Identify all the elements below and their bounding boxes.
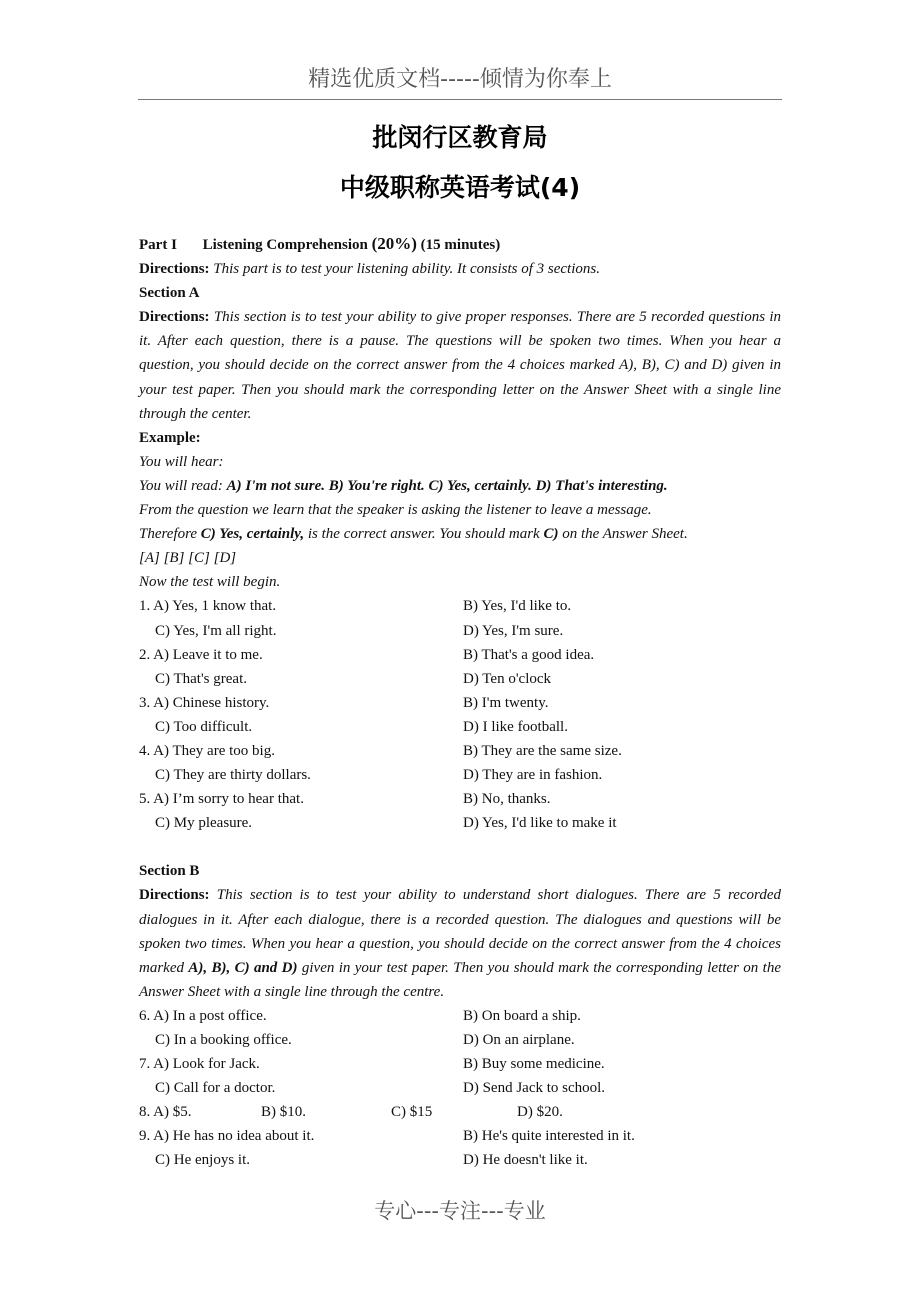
page-header: 精选优质文档-----倾情为你奉上	[138, 62, 782, 100]
you-will-read-prefix: You will read:	[139, 477, 227, 494]
directions-label: Directions:	[139, 309, 210, 326]
option-a: 3. A) Chinese history.	[139, 694, 270, 711]
directions-text: This section is to test your ability to give proper responses. There are 5 recorded questions in it. After each question, there is a pause. The questions will be spoken two times. When you hear a question, you should decide on the correct answer from the 4 choices marked A), B), C) and D) given in your test paper. Then you should mark the corresponding letter on the Answer Sheet with a single line through the center.	[139, 309, 781, 422]
option-b: B) They are the same size.	[463, 742, 622, 759]
option-a: 1. A) Yes, 1 know that.	[139, 598, 277, 615]
you-will-read	[139, 474, 781, 498]
question-3	[139, 691, 781, 739]
option-c: C) In a booking office.	[155, 1032, 292, 1048]
option-b: B) That's a good idea.	[463, 646, 595, 663]
part-time: (15 minutes)	[420, 237, 501, 253]
option-b: B) He's quite interested in it.	[463, 1128, 635, 1145]
section-a-heading: Section A	[139, 285, 200, 302]
part-percent: (20%)	[371, 234, 417, 253]
option-c: C) They are thirty dollars.	[155, 767, 311, 784]
page-footer: 专心---专注---专业	[374, 1199, 546, 1223]
option-b: B) $10.	[261, 1104, 306, 1121]
directions-text-1: This section is to test your ability to understand short dialogues. There are 5 recorded dialogues in it. After each dialogue, there is a recorded question. The dialogues and questions will be spoken two times. When you hear a question, you should decide on the correct answer from the 4 choices marked	[139, 887, 781, 976]
option-b: B) Yes, I'd like to.	[463, 598, 572, 615]
option-b: B) Buy some medicine.	[463, 1056, 605, 1073]
question-9	[139, 1124, 781, 1172]
option-d: D) Send Jack to school.	[463, 1080, 606, 1097]
option-c: C) That's great.	[155, 670, 247, 687]
directions-text: This part is to test your listening ability. It consists of 3 sections.	[213, 261, 600, 278]
question-7	[139, 1052, 781, 1100]
test-begin: Now the test will begin.	[139, 574, 281, 591]
directions-choices: A), B), C) and D)	[188, 959, 298, 976]
example-answer	[139, 522, 781, 546]
section-b-directions	[139, 883, 781, 1003]
therefore-suffix: on the Answer Sheet.	[558, 526, 688, 543]
directions-label: Directions:	[139, 887, 210, 904]
answer-boxes: [A] [B] [C] [D]	[139, 550, 237, 567]
example-mark: C)	[543, 526, 559, 543]
example-correct-answer: C) Yes, certainly,	[200, 526, 305, 543]
question-6	[139, 1004, 781, 1052]
document-subtitle: 中级职称英语考试(4)	[339, 173, 581, 202]
exam-content	[139, 232, 781, 1173]
question-4	[139, 739, 781, 787]
option-d: D) Ten o'clock	[463, 670, 552, 687]
option-c: C) Call for a doctor.	[155, 1080, 276, 1097]
therefore-prefix: Therefore	[139, 526, 201, 543]
option-c: C) He enjoys it.	[155, 1152, 250, 1169]
option-a: 6. A) In a post office.	[139, 1007, 267, 1024]
part-heading	[139, 232, 781, 257]
option-a: 8. A) $5.	[139, 1104, 192, 1121]
you-will-hear: You will hear:	[139, 453, 224, 470]
question-5	[139, 787, 781, 835]
part-directions	[139, 257, 781, 281]
directions-text-2: given in your test paper. Then you should mark the corresponding letter on the Answer Sheet with a single line through the centre.	[139, 959, 781, 1000]
option-c: C) My pleasure.	[155, 815, 253, 832]
option-c: C) $15	[391, 1104, 433, 1121]
option-a: 7. A) Look for Jack.	[139, 1056, 260, 1073]
example-options: A) I'm not sure. B) You're right. C) Yes, certainly. D) That's interesting.	[226, 477, 668, 494]
option-a: 5. A) I’m sorry to hear that.	[139, 791, 304, 808]
option-c: C) Too difficult.	[155, 718, 253, 735]
section-a-directions	[139, 305, 781, 425]
document-title: 批闵行区教育局	[372, 123, 548, 152]
example-explanation: From the question we learn that the speaker is asking the listener to leave a message.	[139, 502, 652, 519]
option-d: D) Yes, I'd like to make it	[463, 815, 617, 832]
option-d: D) $20.	[517, 1104, 563, 1121]
option-d: D) He doesn't like it.	[463, 1152, 588, 1169]
example-label: Example:	[139, 429, 201, 446]
option-b: B) I'm twenty.	[463, 694, 549, 711]
part-name: Listening Comprehension	[202, 237, 368, 253]
option-b: B) No, thanks.	[463, 791, 551, 808]
section-b-heading: Section B	[139, 863, 200, 880]
part-label: Part I	[139, 237, 177, 253]
option-a: 4. A) They are too big.	[139, 742, 275, 759]
option-b: B) On board a ship.	[463, 1007, 581, 1024]
question-1	[139, 594, 781, 642]
question-8	[139, 1100, 781, 1124]
option-d: D) I like football.	[463, 718, 568, 735]
option-d: D) On an airplane.	[463, 1032, 575, 1048]
therefore-mid: is the correct answer. You should mark	[304, 526, 544, 543]
question-2	[139, 643, 781, 691]
option-a: 9. A) He has no idea about it.	[139, 1128, 315, 1145]
option-a: 2. A) Leave it to me.	[139, 646, 263, 663]
option-c: C) Yes, I'm all right.	[155, 622, 277, 639]
option-d: D) They are in fashion.	[463, 767, 603, 784]
option-d: D) Yes, I'm sure.	[463, 622, 564, 639]
directions-label: Directions:	[139, 261, 210, 278]
